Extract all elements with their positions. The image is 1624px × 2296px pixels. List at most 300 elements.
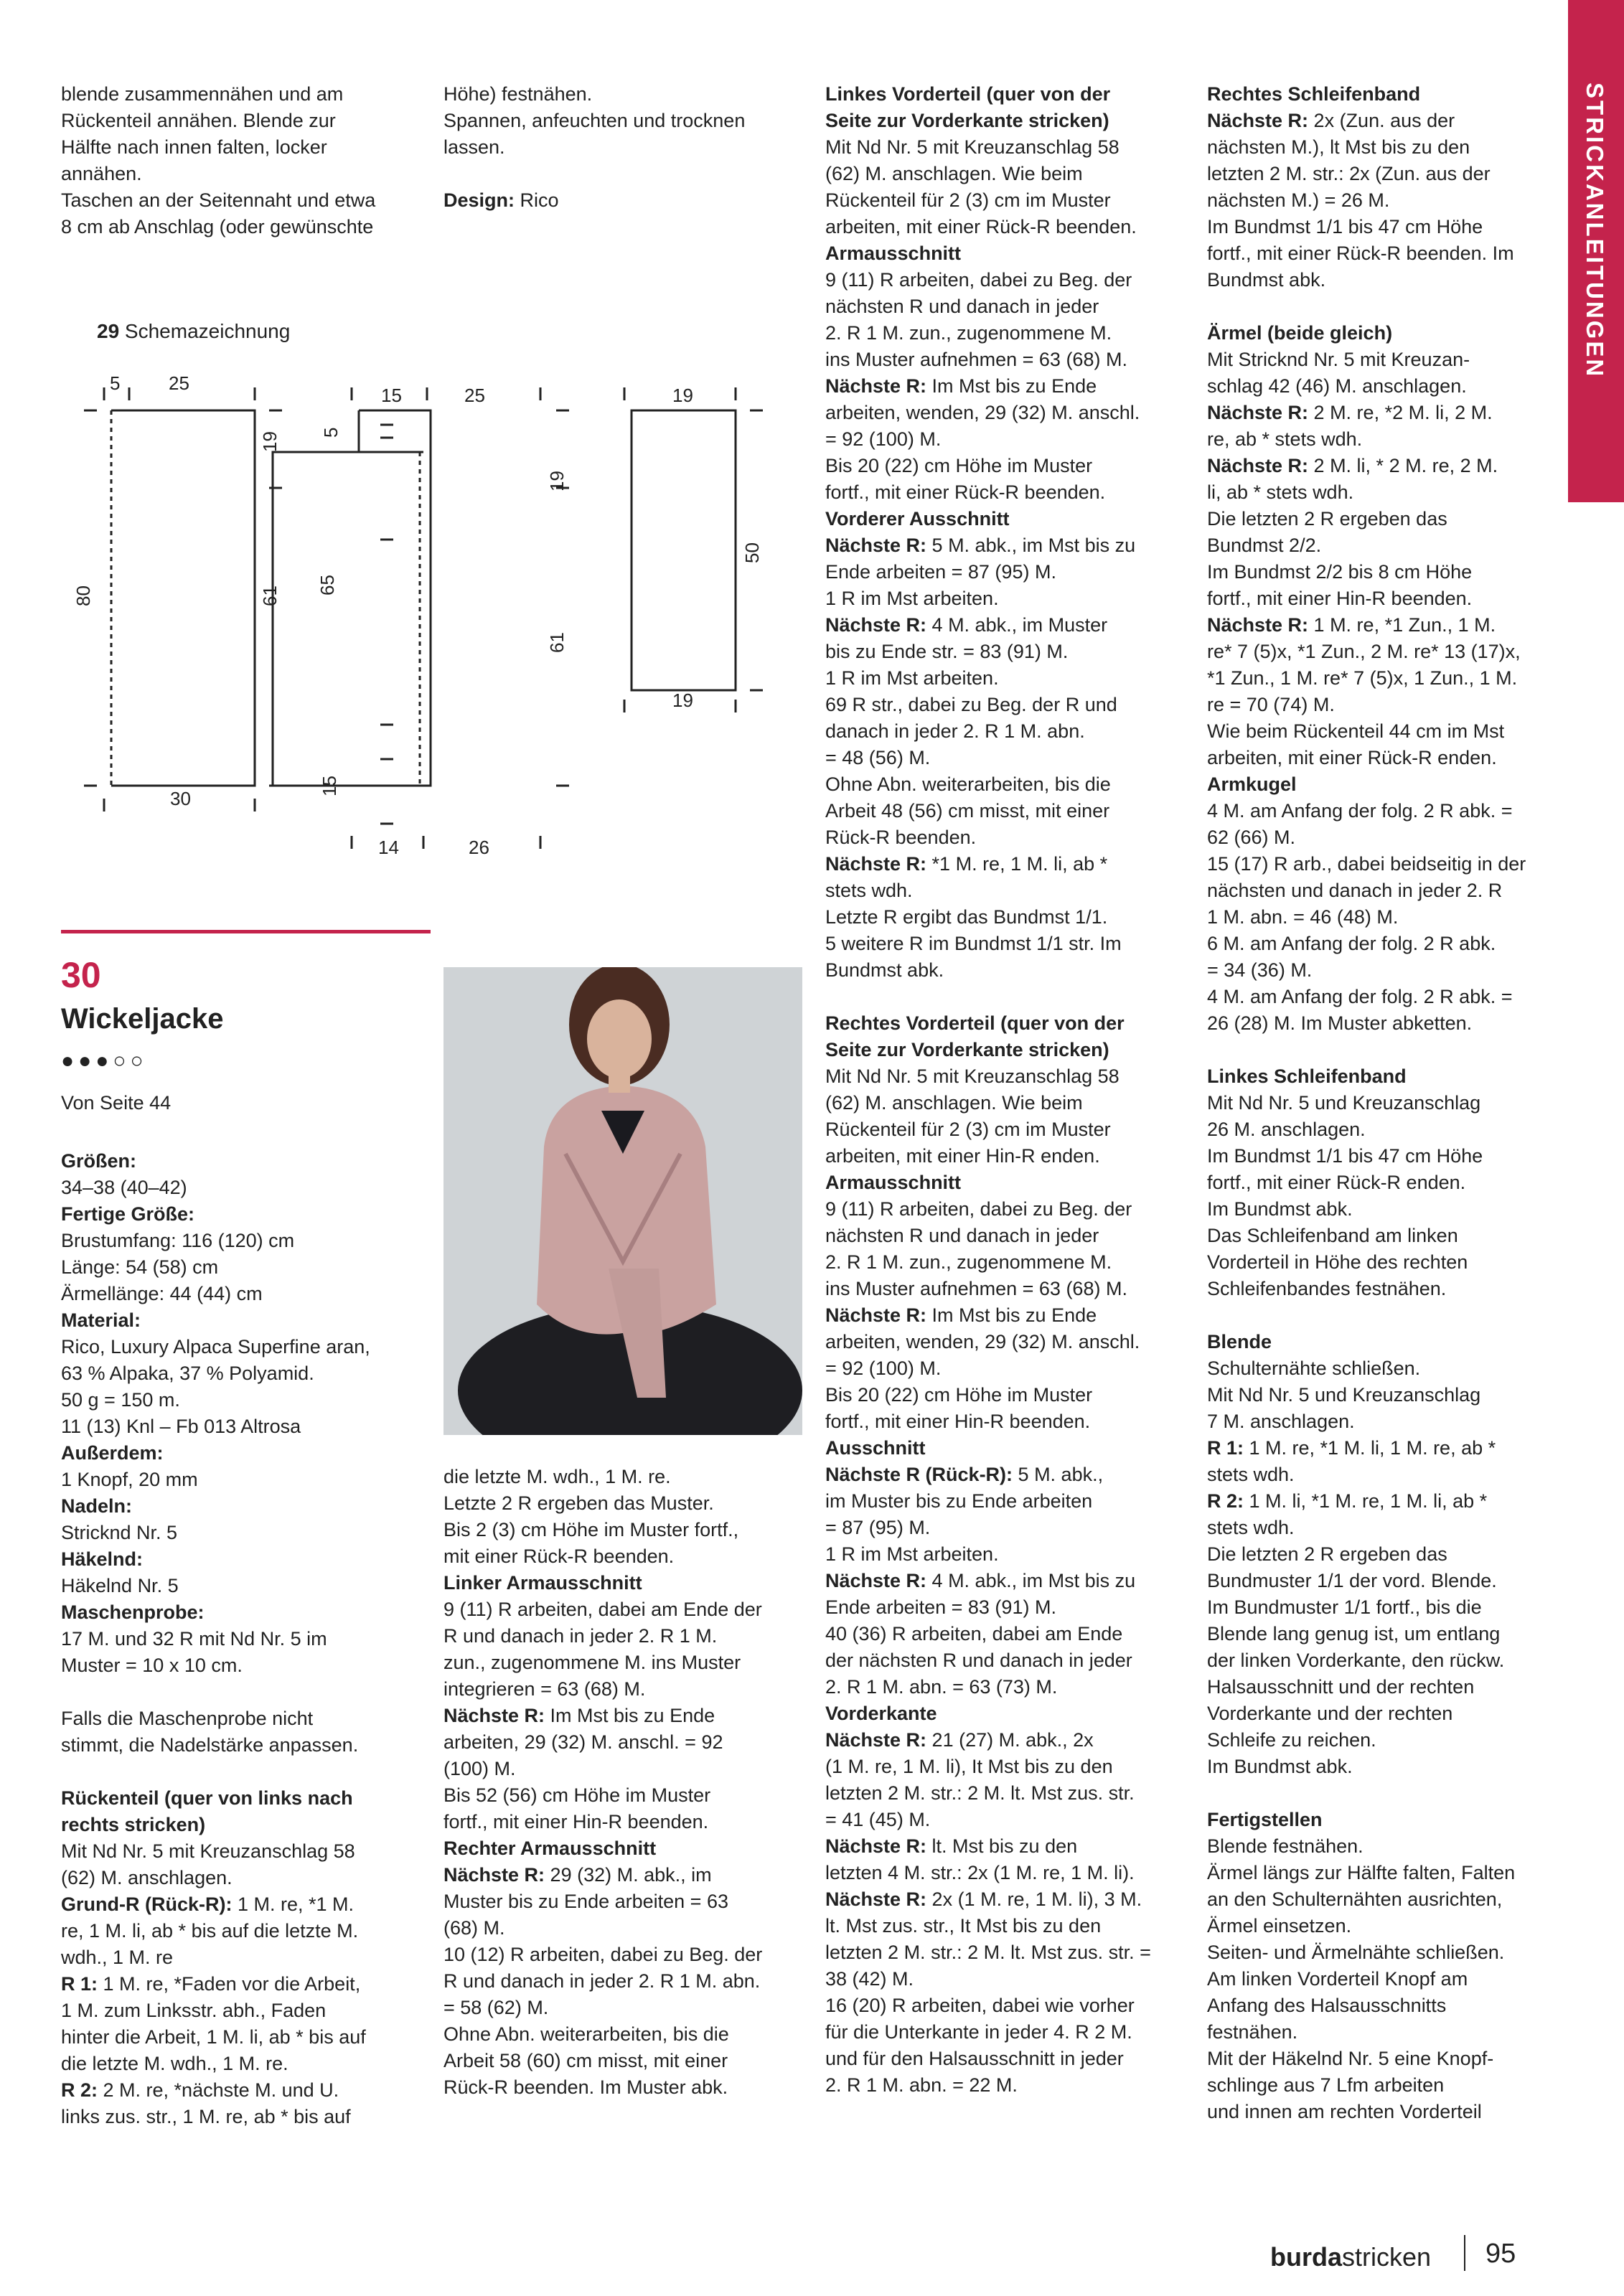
heading: Vorderkante (825, 1703, 937, 1724)
text-line (61, 1891, 434, 1918)
text-line (1207, 1807, 1566, 1833)
text-line (443, 1915, 802, 1942)
heading: Rechtes Vorderteil (quer von der (825, 1012, 1125, 1034)
column-2-continued (443, 81, 802, 214)
line-text: 2. R 1 M. abn. = 63 (73) M. (825, 1676, 1058, 1698)
line-text: Bundmuster 1/1 der vord. Blende. (1207, 1570, 1497, 1591)
line-text: hinter die Arbeit, 1 M. li, ab * bis auf (61, 2026, 366, 2048)
brand-bold: burda (1270, 2242, 1343, 2272)
text-line (61, 1520, 434, 1546)
page-reference: Von Seite 44 (61, 1092, 172, 1114)
text-line (443, 1809, 802, 1835)
line-text: *1 Zun., 1 M. re* 7 (5)x, 1 Zun., 1 M. (1207, 667, 1518, 689)
line-text: Mit der Häkelnd Nr. 5 eine Knopf- (1207, 2048, 1494, 2069)
text-line (825, 453, 1184, 479)
text-line (443, 1756, 802, 1782)
schema-caption (97, 320, 290, 343)
text-line (825, 1276, 1184, 1302)
text-line (825, 1568, 1184, 1594)
page-number: 95 (1485, 2239, 1516, 2269)
schema-dim: 25 (169, 372, 189, 394)
heading: Vorderer Ausschnitt (825, 508, 1010, 530)
line-text: links zus. str., 1 M. re, ab * bis auf (61, 2106, 351, 2127)
line-text: (62) M. anschlagen. Wie beim (825, 163, 1083, 184)
text-line (1207, 479, 1566, 506)
text-line (825, 1382, 1184, 1408)
text-line (825, 426, 1184, 453)
line-text: Im Bundmst 2/2 bis 8 cm Höhe (1207, 561, 1473, 583)
line-text: R und danach in jeder 2. R 1 M. abn. (443, 1970, 761, 1992)
line-text: 4 M. am Anfang der folg. 2 R abk. = (1207, 986, 1513, 1007)
text-line (61, 1812, 434, 1838)
line-text: nächsten M.), lt Mst bis zu den (1207, 136, 1470, 158)
line-text: stimmt, die Nadelstärke anpassen. (61, 1734, 359, 1756)
text-line (61, 1838, 434, 1865)
text-line (825, 639, 1184, 665)
text-line (1207, 1488, 1566, 1515)
line-text: Im Mst bis zu Ende (545, 1705, 715, 1726)
line-text: Arbeit 58 (60) cm misst, mit einer (443, 2050, 728, 2071)
text-line (61, 1360, 434, 1387)
text-line (1207, 108, 1566, 134)
row-label: Nächste R: (825, 1729, 927, 1751)
heading: Maschenprobe: (61, 1601, 205, 1623)
line-text: arbeiten, mit einer Rück-R beenden. (825, 216, 1137, 237)
text-line (1207, 798, 1566, 824)
line-text: Rück-R beenden. (825, 827, 977, 848)
text-line (443, 1596, 802, 1623)
footer-brand (1270, 2242, 1431, 2272)
text-line (61, 1175, 434, 1201)
line-text: Ärmel längs zur Hälfte falten, Falten (1207, 1862, 1516, 1883)
text-line (1207, 745, 1566, 771)
text-line (61, 2051, 434, 2077)
line-text: Im Mst bis zu Ende (926, 375, 1097, 397)
text-line (825, 479, 1184, 506)
line-text: 29 (32) M. abk., im (545, 1864, 712, 1886)
line-text: 9 (11) R arbeiten, dabei zu Beg. der (825, 1198, 1132, 1220)
text-line (1207, 1992, 1566, 2019)
schema-dim: 25 (464, 385, 485, 406)
text-line (1207, 1382, 1566, 1408)
line-text: = 58 (62) M. (443, 1997, 549, 2018)
text-line (1207, 81, 1566, 108)
row-label: Nächste R: (825, 614, 927, 636)
text-line (1207, 984, 1566, 1010)
text-line (1207, 320, 1566, 347)
text-line (825, 1647, 1184, 1674)
line-text: 1 M. li, *1 M. re, 1 M. li, ab * (1244, 1490, 1488, 1512)
line-text: letzten 2 M. str.: 2x (Zun. aus der (1207, 163, 1491, 184)
text-line (825, 1462, 1184, 1488)
line-text: nächsten R und danach in jeder (825, 1225, 1099, 1246)
line-text: lt. Mst zus. str., It Mst bis zu den (825, 1915, 1102, 1937)
text-line (1207, 373, 1566, 400)
text-line (1207, 532, 1566, 559)
text-line (825, 1223, 1184, 1249)
line-text: Im Bundmst 1/1 bis 47 cm Höhe (1207, 216, 1483, 237)
line-text: 4 M. am Anfang der folg. 2 R abk. = (1207, 800, 1513, 822)
row-label: Nächste R: (825, 853, 927, 875)
design-label: Design: (443, 189, 515, 211)
project-number: 30 (61, 955, 101, 995)
line-text: 21 (27) M. abk., 2x (926, 1729, 1094, 1751)
text-line (1207, 1647, 1566, 1674)
text-line (1207, 187, 1566, 214)
difficulty-rating: ●●●○○ (61, 1049, 148, 1073)
text-line (61, 1467, 434, 1493)
text-line (1207, 267, 1566, 293)
text-line (825, 373, 1184, 400)
schema-dim: 26 (469, 837, 489, 858)
heading: Material: (61, 1309, 141, 1331)
text-line (1207, 506, 1566, 532)
schema-label: Schemazeichnung (119, 320, 291, 342)
line-text: fortf., mit einer Rück-R beenden. (825, 481, 1106, 503)
text-line (825, 957, 1184, 984)
text-line (1207, 453, 1566, 479)
text-line (825, 878, 1184, 904)
text-line (61, 1971, 434, 1998)
line-text: Blende lang genug ist, um entlang (1207, 1623, 1501, 1645)
schema-number: 29 (97, 320, 120, 342)
line-text: Halsausschnitt und der rechten (1207, 1676, 1475, 1698)
row-label: Nächste R: (825, 535, 927, 556)
line-text: schlinge aus 7 Lfm arbeiten (1207, 2074, 1445, 2096)
text-line (825, 1939, 1184, 1966)
row-label: Grund-R (Rück-R): (61, 1893, 233, 1915)
heading: Größen: (61, 1150, 136, 1172)
line-text: Bundmst abk. (1207, 269, 1326, 291)
text-line (1207, 904, 1566, 931)
text-line (1207, 559, 1566, 585)
design-credit (443, 187, 802, 214)
schema-dim: 50 (741, 542, 763, 563)
text-line (825, 692, 1184, 718)
line-text: 5 weitere R im Bundmst 1/1 str. Im (825, 933, 1122, 954)
line-text: wdh., 1 M. re (61, 1947, 174, 1968)
schema-dim: 65 (316, 575, 338, 596)
text-line (443, 1570, 802, 1596)
line-text: 2x (Zun. aus der (1308, 110, 1455, 131)
line-text: 1 M. re, *Faden vor die Arbeit, (98, 1973, 361, 1995)
column-2-body (443, 1464, 802, 2101)
line-text: arbeiten, wenden, 29 (32) M. anschl. (825, 1331, 1140, 1352)
line-text: 1 M. abn. = 46 (48) M. (1207, 906, 1399, 928)
text-line (443, 1623, 802, 1650)
text-line (61, 1148, 434, 1175)
text-line (61, 1440, 434, 1467)
text-line: Hälfte nach innen falten, locker (61, 136, 327, 158)
line-text: Bis 20 (22) cm Höhe im Muster (825, 455, 1093, 476)
heading: Häkelnd: (61, 1548, 144, 1570)
text-line (1207, 1329, 1566, 1355)
text-line (825, 1807, 1184, 1833)
text-line (443, 1942, 802, 1968)
line-text: Im Bundmst 1/1 bis 47 cm Höhe (1207, 1145, 1483, 1167)
text-line (1207, 1886, 1566, 1913)
text-line (61, 1387, 434, 1413)
text-line (825, 1090, 1184, 1116)
line-text: Ohne Abn. weiterarbeiten, bis die (443, 2023, 729, 2045)
text-line (1207, 878, 1566, 904)
line-text: nächsten M.) = 26 M. (1207, 189, 1390, 211)
line-text: Arbeit 48 (56) cm misst, mit einer (825, 800, 1110, 822)
text-line (825, 1541, 1184, 1568)
row-label: R 2: (61, 2079, 98, 2101)
text-line (1207, 612, 1566, 639)
line-text: stets wdh. (1207, 1517, 1295, 1538)
text-line (61, 2077, 434, 2104)
section-tab (1568, 0, 1624, 502)
line-text: Wie beim Rückenteil 44 cm im Mst (1207, 720, 1505, 742)
text-line (443, 1517, 802, 1543)
text-line (825, 2046, 1184, 2072)
line-text: Bis 20 (22) cm Höhe im Muster (825, 1384, 1093, 1406)
text-line (825, 1780, 1184, 1807)
line-text: re = 70 (74) M. (1207, 694, 1335, 715)
text-line (1207, 692, 1566, 718)
row-label: Nächste R: (1207, 455, 1309, 476)
line-text: 5 M. abk., im Mst bis zu (926, 535, 1136, 556)
line-text: 2. R 1 M. zun., zugenommene M. (825, 1251, 1112, 1273)
text-line (825, 1196, 1184, 1223)
line-text: stets wdh. (825, 880, 913, 901)
line-text: (62) M. anschlagen. Wie beim (825, 1092, 1083, 1114)
text-line (825, 506, 1184, 532)
line-text: Im Bundmuster 1/1 fortf., bis die (1207, 1596, 1482, 1618)
text-line (825, 1674, 1184, 1700)
line-text: zun., zugenommene M. ins Muster (443, 1652, 741, 1673)
text-line (1207, 1249, 1566, 1276)
text-line (1207, 1515, 1566, 1541)
row-label: R 2: (1207, 1490, 1244, 1512)
text-line (1207, 771, 1566, 798)
heading: Armkugel (1207, 773, 1297, 795)
line-text: 40 (36) R arbeiten, dabei am Ende (825, 1623, 1123, 1645)
text-line (1207, 1727, 1566, 1754)
line-text: der nächsten R und danach in jeder (825, 1650, 1132, 1671)
line-text: und innen am rechten Vorderteil (1207, 2101, 1482, 2122)
line-text: Falls die Maschenprobe nicht (61, 1708, 314, 1729)
schema-dim: 61 (259, 585, 281, 606)
line-text: (100) M. (443, 1758, 516, 1779)
text-line (825, 108, 1184, 134)
line-text: Länge: 54 (58) cm (61, 1256, 219, 1278)
text-line (61, 1493, 434, 1520)
text-line (1207, 2072, 1566, 2099)
schema-dim: 15 (381, 385, 402, 406)
text-line (825, 1329, 1184, 1355)
text-line (825, 267, 1184, 293)
heading: Fertige Größe: (61, 1203, 195, 1225)
heading: rechts stricken) (61, 1814, 206, 1835)
schema-dim: 5 (110, 372, 121, 394)
text-line (825, 745, 1184, 771)
text-line (61, 1652, 434, 1679)
text-line (1207, 1223, 1566, 1249)
text-line (825, 1727, 1184, 1754)
heading: Außerdem: (61, 1442, 164, 1464)
text-line (825, 1143, 1184, 1170)
line-text: Ende arbeiten = 83 (91) M. (825, 1596, 1056, 1618)
text-line (443, 1464, 802, 1490)
text-line (1207, 665, 1566, 692)
section-divider (61, 930, 431, 933)
line-text: Mit Nd Nr. 5 und Kreuzanschlag (1207, 1092, 1481, 1114)
heading: Ausschnitt (825, 1437, 926, 1459)
text-line (825, 1010, 1184, 1037)
line-text: im Muster bis zu Ende arbeiten (825, 1490, 1093, 1512)
text-line (61, 1626, 434, 1652)
line-text: (1 M. re, 1 M. li), It Mst bis zu den (825, 1756, 1113, 1777)
line-text: re, 1 M. li, ab * bis auf die letzte M. (61, 1920, 359, 1942)
line-text: = 92 (100) M. (825, 428, 942, 450)
text-line (61, 1732, 434, 1759)
line-text: die letzte M. wdh., 1 M. re. (61, 2053, 288, 2074)
line-text: Mit Nd Nr. 5 mit Kreuzanschlag 58 (825, 1065, 1120, 1087)
text-line (443, 1782, 802, 1809)
text-line (825, 1621, 1184, 1647)
heading: Blende (1207, 1331, 1272, 1352)
line-text: letzten 4 M. str.: 2x (1 M. re, 1 M. li). (825, 1862, 1135, 1883)
line-text: Schulternähte schließen. (1207, 1358, 1421, 1379)
text-line: Rückenteil annähen. Blende zur (61, 110, 336, 131)
text-line (825, 824, 1184, 851)
design-value: Rico (515, 189, 559, 211)
line-text: mit einer Rück-R beenden. (443, 1545, 675, 1567)
line-text: Mit Nd Nr. 5 mit Kreuzanschlag 58 (825, 136, 1120, 158)
row-label: Nächste R: (825, 1570, 927, 1591)
line-text: 2 M. re, *nächste M. und U. (98, 2079, 339, 2101)
text-line (61, 1281, 434, 1307)
text-line: Spannen, anfeuchten und trocknen (443, 110, 746, 131)
line-text: Ärmel einsetzen. (1207, 1915, 1352, 1937)
line-text: 1 R im Mst arbeiten. (825, 667, 999, 689)
text-line (825, 585, 1184, 612)
text-line (825, 1515, 1184, 1541)
row-label: R 1: (1207, 1437, 1244, 1459)
schema-dim: 14 (378, 837, 399, 858)
text-line (443, 1995, 802, 2021)
text-line (61, 1599, 434, 1626)
text-line (443, 1888, 802, 1915)
column-1-body (61, 1148, 434, 2130)
line-text: Rück-R beenden. Im Muster abk. (443, 2076, 728, 2098)
line-text: fortf., mit einer Hin-R beenden. (443, 1811, 709, 1832)
line-text: 2. R 1 M. abn. = 22 M. (825, 2074, 1018, 2096)
text-line (825, 612, 1184, 639)
line-text: die letzte M. wdh., 1 M. re. (443, 1466, 671, 1487)
text-line (825, 2019, 1184, 2046)
line-text: 9 (11) R arbeiten, dabei am Ende der (443, 1599, 762, 1620)
text-line (825, 1116, 1184, 1143)
text-line (825, 1435, 1184, 1462)
text-line (61, 1307, 434, 1334)
line-text: Ohne Abn. weiterarbeiten, bis die (825, 773, 1111, 795)
text-line (825, 851, 1184, 878)
text-line (1207, 2019, 1566, 2046)
text-line: blende zusammennähen und am (61, 83, 344, 105)
line-text: Bundmst abk. (825, 959, 944, 981)
text-line (825, 240, 1184, 267)
line-text: Häkelnd Nr. 5 (61, 1575, 179, 1596)
line-text: Vorderkante und der rechten (1207, 1703, 1453, 1724)
text-line (1207, 347, 1566, 373)
text-line (61, 1201, 434, 1228)
heading: Armausschnitt (825, 1172, 962, 1193)
line-text: 5 M. abk., (1013, 1464, 1104, 1485)
line-text: fortf., mit einer Rück-R enden. (1207, 1172, 1466, 1193)
text-line: Taschen an der Seitennaht und etwa (61, 189, 376, 211)
line-text: an den Schulternähten ausrichten, (1207, 1888, 1503, 1910)
text-line (825, 1992, 1184, 2019)
text-line (825, 214, 1184, 240)
schema-dim: 19 (259, 431, 281, 452)
line-text: danach in jeder 2. R 1 M. abn. (825, 720, 1085, 742)
text-line (1207, 214, 1566, 240)
heading: Rechtes Schleifenband (1207, 83, 1421, 105)
text-line (61, 1228, 434, 1254)
text-line (825, 904, 1184, 931)
text-line (1207, 1462, 1566, 1488)
model-photo (443, 967, 802, 1435)
text-line (443, 1862, 802, 1888)
project-title: Wickeljacke (61, 1003, 224, 1035)
text-line (825, 798, 1184, 824)
text-line (1207, 1116, 1566, 1143)
schema-dim: 61 (546, 632, 568, 653)
line-text: Rückenteil für 2 (3) cm im Muster (825, 189, 1111, 211)
text-line (61, 1918, 434, 1944)
footer-separator (1464, 2235, 1465, 2271)
row-label: Nächste R: (825, 1835, 927, 1857)
text-line (825, 665, 1184, 692)
line-text: Anfang des Halsausschnitts (1207, 1995, 1447, 2016)
line-text: nächsten R und danach in jeder (825, 296, 1099, 317)
text-line (825, 1302, 1184, 1329)
line-text: 2 M. li, * 2 M. re, 2 M. (1308, 455, 1498, 476)
text-line (1207, 1355, 1566, 1382)
line-text: 17 M. und 32 R mit Nd Nr. 5 im (61, 1628, 327, 1650)
text-line (61, 1334, 434, 1360)
text-line (1207, 1568, 1566, 1594)
text-line (443, 1676, 802, 1703)
row-label: Nächste R: (1207, 402, 1309, 423)
line-text: 34–38 (40–42) (61, 1177, 187, 1198)
text-line (1207, 1860, 1566, 1886)
text-line (1207, 1435, 1566, 1462)
text-line (443, 1703, 802, 1729)
line-text: Vorderteil in Höhe des rechten (1207, 1251, 1468, 1273)
text-line (1207, 957, 1566, 984)
line-text: Muster = 10 x 10 cm. (61, 1655, 243, 1676)
heading: Linkes Schleifenband (1207, 1065, 1407, 1087)
line-text: Brustumfang: 116 (120) cm (61, 1230, 295, 1251)
heading: Rechter Armausschnitt (443, 1838, 657, 1859)
text-line (1207, 851, 1566, 878)
line-text: = 92 (100) M. (825, 1358, 942, 1379)
line-text: Im Mst bis zu Ende (926, 1304, 1097, 1326)
line-text: 4 M. abk., im Mst bis zu (926, 1570, 1136, 1591)
line-text: Im Bundmst abk. (1207, 1198, 1353, 1220)
text-line (825, 931, 1184, 957)
row-label: Nächste R: (1207, 110, 1309, 131)
line-text: Schleifenbandes festnähen. (1207, 1278, 1447, 1299)
line-text: 1 R im Mst arbeiten. (825, 1543, 999, 1565)
line-text: 1 M. re, *1 Zun., 1 M. (1308, 614, 1496, 636)
line-text: Mit Stricknd Nr. 5 mit Kreuzan- (1207, 349, 1470, 370)
